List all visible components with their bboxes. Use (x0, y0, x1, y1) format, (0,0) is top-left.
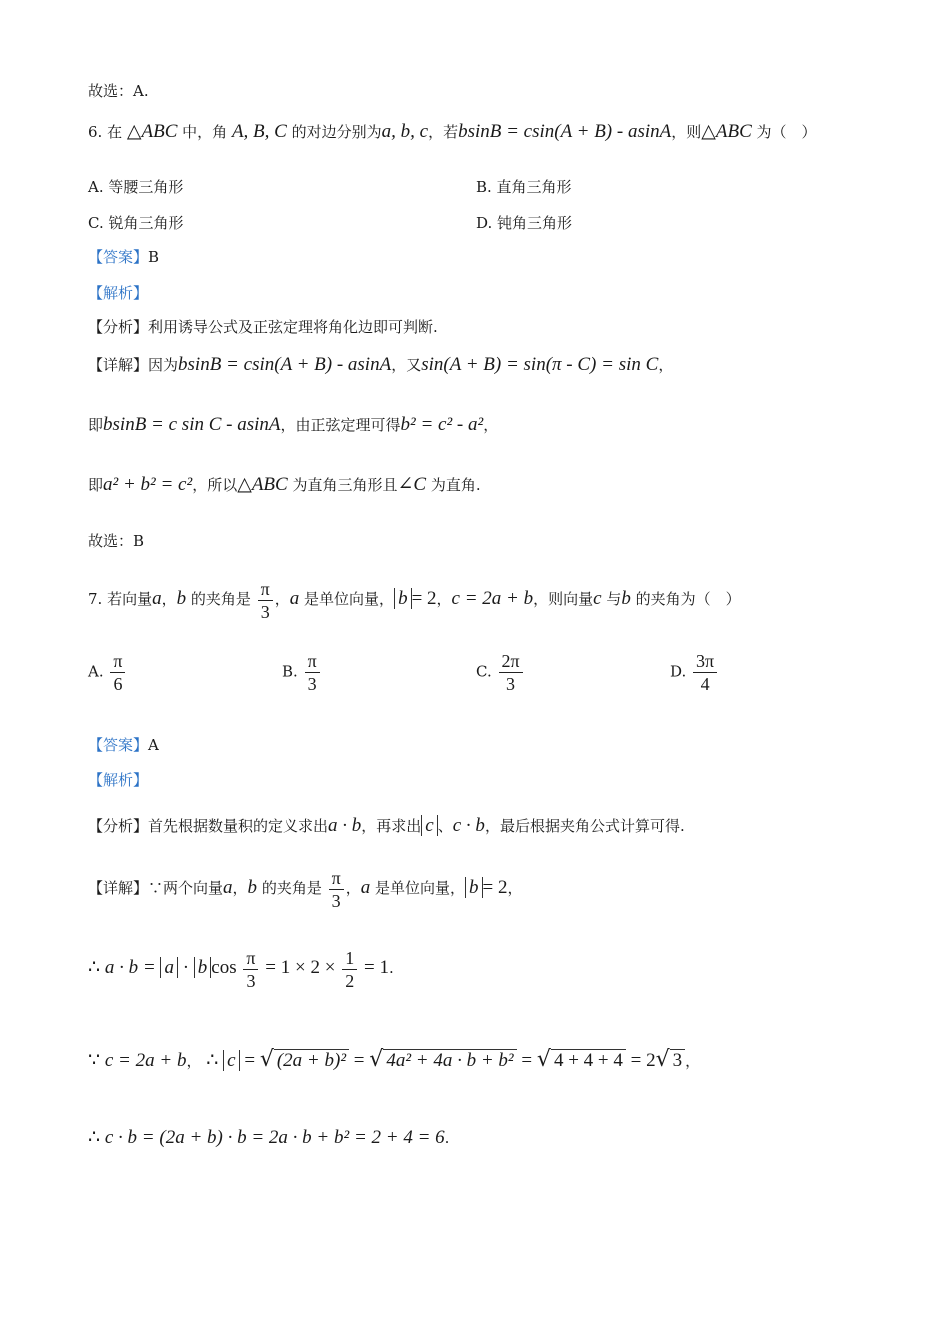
q7-option-a-fraction (110, 650, 125, 695)
q6-option-a: A. 等腰三角形 (88, 178, 184, 196)
q6-d1-text-c: ， (658, 356, 674, 374)
q6-text-4: ，则 (671, 123, 702, 141)
q7-vec-a-2: a (289, 588, 300, 609)
q7-fenxi-text-3: 、 (437, 817, 453, 835)
q7-d3-result: = 2 (630, 1050, 656, 1071)
q7-option-a-label: A. (88, 662, 104, 681)
q7-d3-comma: ， (186, 1052, 202, 1070)
q7-angle-den: 3 (260, 601, 270, 622)
q7-fenxi-text-2: ，再求出 (361, 817, 422, 835)
q7-option-b (282, 650, 322, 695)
q7-text-6: 与 (601, 590, 622, 608)
q7-option-c (476, 650, 525, 695)
q7-d2-abs-a: a (160, 957, 178, 978)
q6-d1-eq: bsinB = csin(A + B) - asinA (178, 354, 392, 375)
q7-option-a (88, 650, 127, 695)
q7-fenxi-text-1: 首先根据数量积的定义求出 (148, 817, 329, 835)
q6-answer-value: B (148, 248, 160, 266)
q7-d1-num: π (329, 867, 344, 890)
q6-detail-line-1 (88, 354, 673, 376)
q7-d3-sqrt-3: 4 + 4 + 4 (551, 1049, 626, 1071)
q7-detail-line-2: ∴ a · b = a · b cos $\frac{\pi}{3}$ = 1 × 2 × $\frac{1}{2}$ = 1. (88, 947, 394, 991)
q7-answer-tag: 【答案】 (88, 736, 149, 754)
q7-detail-line-3: ∵ c = 2a + b， ∴ c = √ (2a + b)² = √ 4a² + 4a · b + b² = √ 4 + 4 + 4 = 2√ 3 ， (88, 1047, 701, 1072)
q6-option-c: C. 锐角三角形 (88, 214, 184, 232)
q6-text-1: 中，角 (177, 123, 228, 141)
q7-abs-b: b (394, 588, 412, 609)
q7-d2-rhs-2: = 1 (363, 957, 389, 978)
q7-d1-den: 3 (331, 890, 341, 911)
q7-option-a-num: π (110, 650, 125, 673)
q6-text-3: ，若 (428, 123, 459, 141)
q6-d1-text-a: 因为 (148, 356, 179, 374)
q7-fenxi (88, 815, 685, 837)
q7-detail-line-4 (88, 1118, 449, 1158)
q7-d2-angle-num: π (243, 947, 258, 970)
therefore-symbol-3: ∴ (88, 1127, 101, 1148)
q6-d1-eq2: sin(A + B) = sin(π - C) = sin C (421, 354, 659, 375)
because-symbol: ∵ (88, 1050, 101, 1071)
q7-text-7: 的夹角为（ ） (630, 590, 741, 608)
q7-d1-text-a: ∵两个向量 (148, 879, 224, 897)
answer-conclusion-5: 故选：A. (88, 82, 149, 100)
q7-option-b-label: B. (282, 662, 298, 681)
q6-answer-tag: 【答案】 (88, 248, 149, 266)
q7-d2-cos: cos (211, 957, 237, 978)
q6-d3-text-c: 为直角三角形且 (287, 476, 398, 494)
q7-option-d (670, 650, 719, 695)
q7-option-b-num: π (305, 650, 320, 673)
q7-d1-abs-b: b (465, 877, 483, 898)
q7-d4-equation: c · b = (2a + b) · b = 2a · b + b² = 2 + 4 = 6 (104, 1127, 445, 1148)
q6-conclusion: 故选：B (88, 532, 145, 550)
q7-vec-a: a (152, 588, 162, 609)
q6-sides: a, b, c (381, 121, 429, 142)
q7-fenxi-tag: 【分析】 (88, 817, 149, 835)
q7-d2-half-fraction (342, 947, 357, 992)
q7-option-c-label: C. (476, 662, 492, 681)
q7-fenxi-cb: c · b (452, 815, 485, 836)
q6-angles: A, B, C (231, 121, 287, 142)
therefore-symbol-2: ∴ (206, 1050, 219, 1071)
q6-answer (88, 246, 159, 268)
q6-text-2: 的对边分别为 (291, 123, 382, 141)
q6-detail-line-3 (88, 474, 481, 496)
q7-d2-angle-den: 3 (246, 970, 256, 991)
q6-d2-text-b: ，由正弦定理可得 (280, 416, 401, 434)
q7-text-2: ， (274, 590, 290, 608)
q7-option-c-num: 2π (499, 650, 523, 673)
q7-text-5: ，则向量 (533, 590, 594, 608)
q7-d2-abs-b: b (194, 957, 212, 978)
q6-analysis-tag: 【解析】 (88, 284, 149, 302)
q7-vec-b: b (176, 588, 187, 609)
q7-d1-text-c: ， (345, 879, 361, 897)
q7-d1-abs-b-value: = 2 (482, 877, 508, 898)
q6-fenxi-tag: 【分析】 (88, 318, 149, 336)
q6-number: 6. 在 (88, 123, 123, 141)
q6-fenxi-text: 利用诱导公式及正弦定理将角化边即可判断. (148, 318, 438, 336)
q7-d1-vec-b: b (247, 877, 258, 898)
q7-fenxi-ab: a · b (328, 815, 362, 836)
q7-d2-rhs-1: = 1 × 2 × (265, 957, 336, 978)
q7-detail-tag: 【详解】 (88, 879, 149, 897)
q7-vec-b-2: b (621, 588, 631, 609)
q6-triangle: △ABC (126, 121, 178, 142)
q7-d2-angle-fraction (243, 947, 258, 992)
q6-d2-eq: bsinB = c sin C - asinA (103, 414, 281, 435)
q7-angle-fraction (258, 578, 273, 623)
q7-text-4: ， (436, 590, 452, 608)
q7-c-def: c = 2a + b (451, 588, 534, 609)
q6-fenxi (88, 316, 438, 338)
q7-option-b-fraction (305, 650, 320, 695)
q6-detail-line-2 (88, 414, 498, 436)
q7-d1-fraction (329, 867, 344, 912)
q6-d3-text-b: ，所以 (192, 476, 238, 494)
q7-d3-comma-2: ， (685, 1052, 701, 1070)
question-6-stem (88, 121, 817, 143)
q7-d3-c-def: c = 2a + b (104, 1050, 187, 1071)
q7-d1-vec-a: a (223, 877, 233, 898)
q6-d3-triangle: △ABC (237, 474, 288, 495)
q7-d3-equals-1: = (353, 1050, 365, 1071)
q7-d1-text-b: 的夹角是 (257, 879, 322, 897)
q7-d1-comma: ， (232, 879, 248, 897)
therefore-symbol: ∴ (88, 957, 101, 978)
q7-d1-text-e: ， (507, 879, 523, 897)
q7-option-c-den: 3 (506, 674, 516, 694)
q7-abs-b-value: = 2 (411, 588, 437, 609)
q6-text-5: 为（ ） (751, 123, 817, 141)
q7-d2-lhs: a · b = (104, 957, 161, 978)
q7-option-d-label: D. (670, 662, 687, 681)
q6-condition: bsinB = csin(A + B) - asinA (458, 121, 672, 142)
q7-d3-sqrt-2: 4a² + 4a · b + b² (383, 1049, 516, 1071)
q7-option-d-num: 3π (693, 650, 717, 673)
q6-detail-tag: 【详解】 (88, 356, 149, 374)
q7-d3-abs-c: c (223, 1050, 239, 1071)
q7-option-c-fraction (499, 650, 523, 695)
q6-d3-text-d: 为直角. (426, 476, 481, 494)
q7-vec-c: c (593, 588, 602, 609)
q6-d2-text-c: ， (483, 416, 499, 434)
q7-d3-equals-2: = (521, 1050, 533, 1071)
q7-detail-line-1 (88, 865, 522, 912)
q6-d3-eq: a² + b² = c² (103, 474, 193, 495)
q7-analysis-tag: 【解析】 (88, 771, 149, 789)
q6-option-d: D. 钝角三角形 (476, 214, 573, 232)
q6-d3-angle: ∠C (397, 474, 427, 495)
q6-d2-text-a: 即 (88, 416, 104, 434)
q7-option-b-den: 3 (307, 674, 317, 694)
q7-d4-period: . (444, 1129, 450, 1147)
q6-d3-text-a: 即 (88, 476, 104, 494)
q7-d3-sqrt-1: (2a + b)² (274, 1049, 349, 1071)
q7-comma-1: ， (161, 590, 177, 608)
q7-d1-vec-a-2: a (360, 877, 371, 898)
q7-fenxi-abs-c: c (421, 815, 437, 836)
q6-triangle-2: △ABC (701, 121, 752, 142)
q6-d1-text-b: ，又 (391, 356, 422, 374)
q7-option-a-den: 6 (113, 674, 123, 694)
q7-answer-value: A (148, 736, 159, 754)
q7-text-1: 的夹角是 (186, 590, 251, 608)
q7-d2-half-num: 1 (342, 947, 357, 970)
q7-text-3: 是单位向量， (299, 590, 395, 608)
q7-option-d-den: 4 (700, 674, 710, 694)
q7-d1-text-d: 是单位向量， (370, 879, 465, 897)
q6-d2-eq2: b² = c² - a² (400, 414, 484, 435)
q7-answer (88, 734, 159, 756)
q7-d3-result-radicand: 3 (670, 1049, 686, 1071)
q7-d2-period: . (388, 959, 394, 977)
q7-option-d-fraction (693, 650, 717, 695)
q7-d2-half-den: 2 (345, 970, 355, 991)
q7-fenxi-text-4: ，最后根据夹角公式计算可得. (484, 817, 685, 835)
question-7-stem (88, 576, 741, 623)
q6-option-b: B. 直角三角形 (476, 178, 572, 196)
q7-angle-num: π (258, 578, 273, 601)
q7-number: 7. 若向量 (88, 590, 153, 608)
